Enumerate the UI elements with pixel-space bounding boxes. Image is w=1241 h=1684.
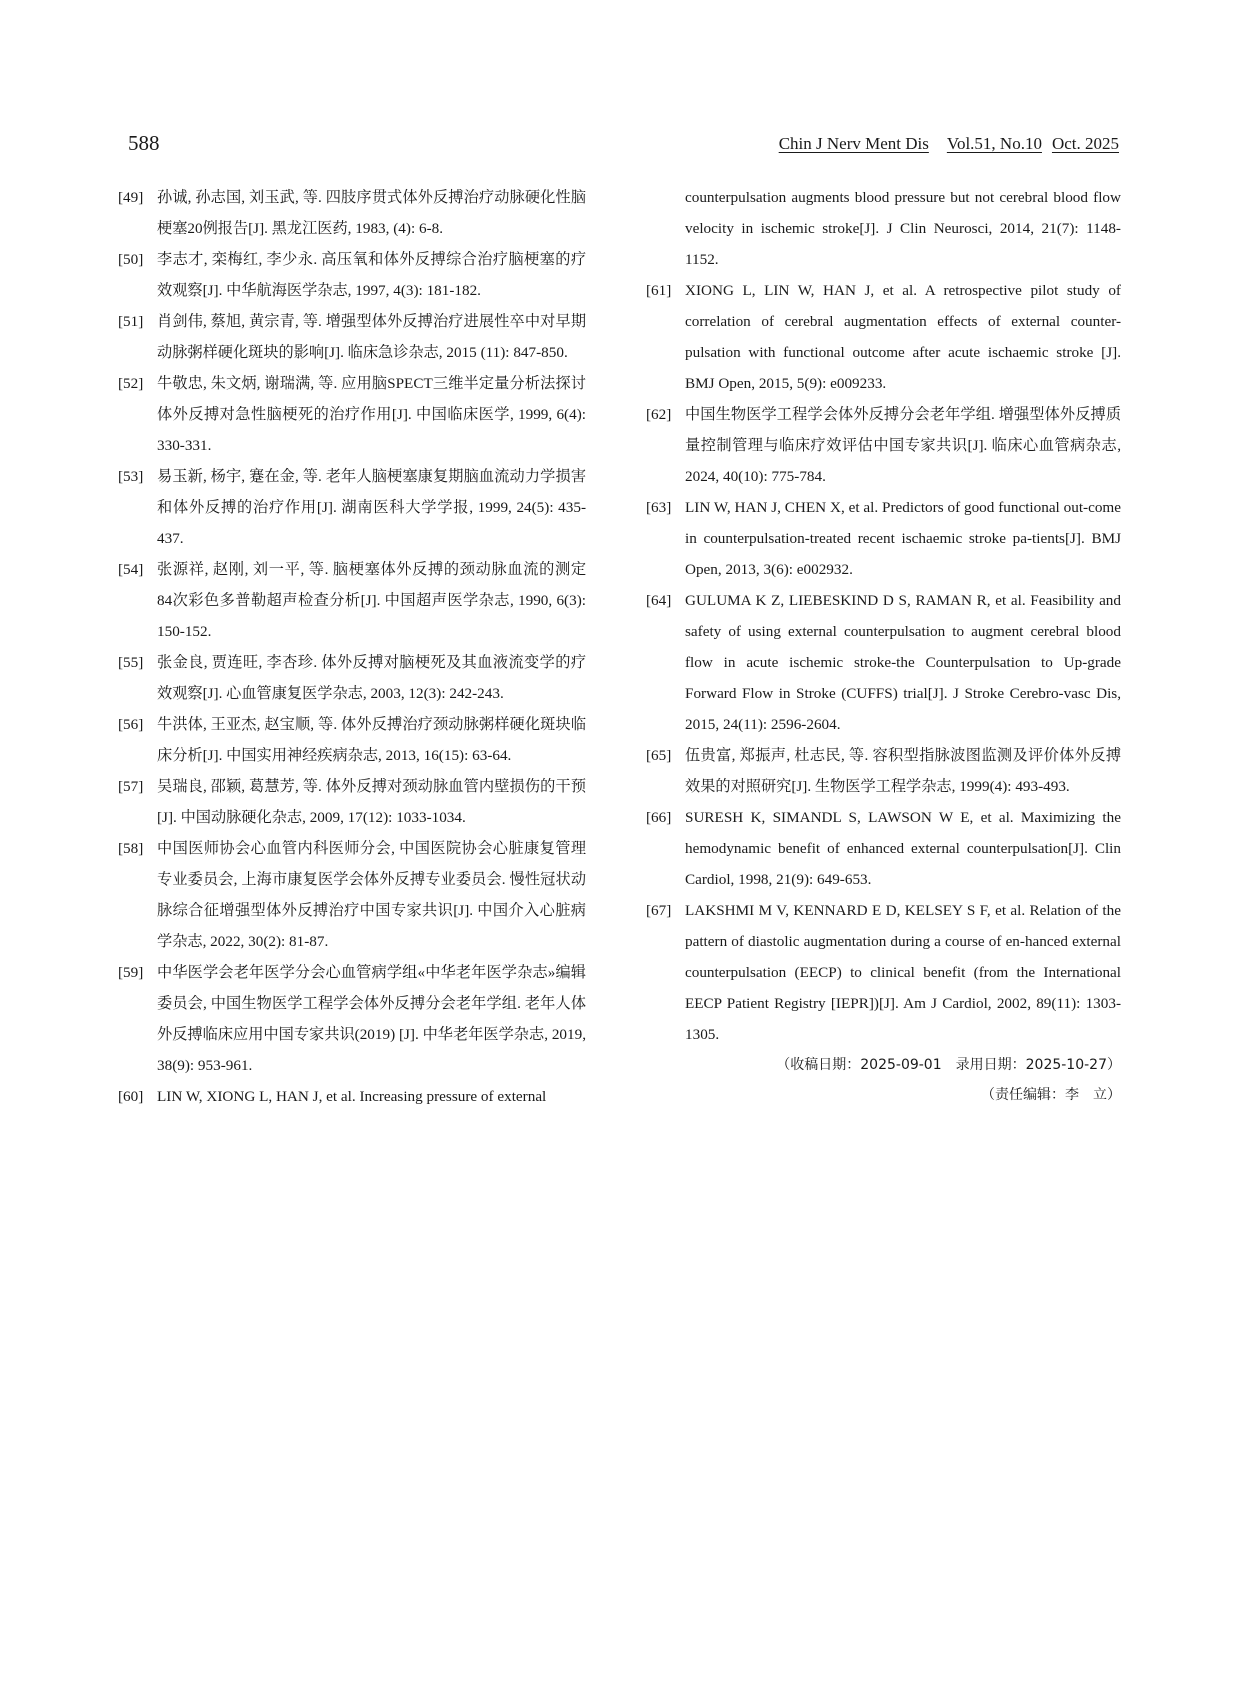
reference-number: [60] xyxy=(118,1088,144,1105)
reference-text: 伍贵富, 郑振声, 杜志民, 等. 容积型指脉波图监测及评价体外反搏效果的对照研究[J]. 生物医学工程学杂志, 1999(4): 493-493. xyxy=(685,747,1121,795)
reference-continuation: counterpulsation augments blood pressure but not cerebral blood flow velocity in ischemic stroke[J]. J Clin Neurosci, 2014, 21(7): 1148-1152. xyxy=(685,189,1121,268)
reference-number: [65] xyxy=(646,747,672,764)
issue-date: Oct. 2025 xyxy=(1051,134,1119,153)
reference-text: GULUMA K Z, LIEBESKIND D S, RAMAN R, et al. Feasibility and safety of using external counterpulsation to augment cerebral blood flow in acute ischemic stroke-the Counterpulsation to Up-grade Forward Flow in Stroke (CUFFS) trial[J]. J Stroke Cerebro-vasc Dis, 2015, 24(11): 2596-2604. xyxy=(685,592,1121,733)
reference-text: LIN W, XIONG L, HAN J, et al. Increasing pressure of external xyxy=(157,1088,547,1105)
reference-item xyxy=(118,554,586,647)
reference-text: 肖剑伟, 蔡旭, 黄宗青, 等. 增强型体外反搏治疗进展性卒中对早期动脉粥样硬化斑块的影响[J]. 临床急诊杂志, 2015 (11): 847-850. xyxy=(157,313,586,361)
journal-name: Chin J Nerv Ment Dis xyxy=(778,134,929,153)
reference-text: 张金良, 贾连旺, 李杏珍. 体外反搏对脑梗死及其血液流变学的疗效观察[J]. 心血管康复医学杂志, 2003, 12(3): 242-243. xyxy=(157,654,586,702)
reference-text: SURESH K, SIMANDL S, LAWSON W E, et al. Maximizing the hemodynamic benefit of enhanced external counterpulsation[J]. Clin Cardiol, 1998, 21(9): 649-653. xyxy=(685,809,1121,888)
reference-item xyxy=(118,306,586,368)
reference-item xyxy=(118,461,586,554)
reference-item xyxy=(118,833,586,957)
reference-item xyxy=(118,771,586,833)
reference-text: 中华医学会老年医学分会心血管病学组«中华老年医学杂志»编辑委员会, 中国生物医学工程学会体外反搏分会老年学组. 老年人体外反搏临床应用中国专家共识(2019) [J]. 中华老年医学杂志, 2019, 38(9): 953-961. xyxy=(157,964,586,1074)
reference-number: [66] xyxy=(646,809,672,826)
responsible-editor: （责任编辑：李 立） xyxy=(981,1087,1121,1103)
reference-number: [67] xyxy=(646,902,672,919)
reference-item xyxy=(118,244,586,306)
reference-item xyxy=(646,275,1121,399)
running-header xyxy=(779,134,1119,154)
reference-text: 吴瑞良, 邵颖, 葛慧芳, 等. 体外反搏对颈动脉血管内壁损伤的干预[J]. 中国动脉硬化杂志, 2009, 17(12): 1033-1034. xyxy=(157,778,586,826)
reference-text: 中国生物医学工程学会体外反搏分会老年学组. 增强型体外反搏质量控制管理与临床疗效评估中国专家共识[J]. 临床心血管病杂志, 2024, 40(10): 775-784. xyxy=(685,406,1121,485)
reference-text: 牛敬忠, 朱文炳, 谢瑞满, 等. 应用脑SPECT三维半定量分析法探讨体外反搏对急性脑梗死的治疗作用[J]. 中国临床医学, 1999, 6(4): 330-331. xyxy=(157,375,586,454)
reference-item xyxy=(118,368,586,461)
reference-number: [52] xyxy=(118,375,144,392)
reference-text: LIN W, HAN J, CHEN X, et al. Predictors of good functional out-come in counterpulsation-treated recent ischaemic stroke pa-tients[J]. BMJ Open, 2013, 3(6): e002932. xyxy=(685,499,1121,578)
page-number: 588 xyxy=(128,131,160,155)
reference-text: 李志才, 栾梅红, 李少永. 高压氧和体外反搏综合治疗脑梗塞的疗效观察[J]. 中华航海医学杂志, 1997, 4(3): 181-182. xyxy=(157,251,586,299)
reference-item xyxy=(118,1081,586,1112)
reference-item xyxy=(646,399,1121,492)
reference-item xyxy=(646,802,1121,895)
reference-number: [54] xyxy=(118,561,144,578)
reference-item xyxy=(118,709,586,771)
reference-text: 易玉新, 杨宇, 蹇在金, 等. 老年人脑梗塞康复期脑血流动力学损害和体外反搏的治疗作用[J]. 湖南医科大学学报, 1999, 24(5): 435-437. xyxy=(157,468,586,547)
reference-number: [56] xyxy=(118,716,144,733)
reference-item xyxy=(646,740,1121,802)
reference-number: [57] xyxy=(118,778,144,795)
reference-item xyxy=(646,585,1121,740)
reference-item xyxy=(646,492,1121,585)
volume-issue: Vol.51, No.10 xyxy=(946,134,1042,153)
reference-item xyxy=(118,182,586,244)
reference-text: 中国医师协会心血管内科医师分会, 中国医院协会心脏康复管理专业委员会, 上海市康复医学会体外反搏专业委员会. 慢性冠状动脉综合征增强型体外反搏治疗中国专家共识[J]. 中国介入心脏病学杂志, 2022, 30(2): 81-87. xyxy=(157,840,586,950)
reference-text: 张源祥, 赵刚, 刘一平, 等. 脑梗塞体外反搏的颈动脉血流的测定 84次彩色多普勒超声检查分析[J]. 中国超声医学杂志, 1990, 6(3): 150-152. xyxy=(157,561,586,640)
reference-item xyxy=(118,647,586,709)
reference-text: 牛洪体, 王亚杰, 赵宝顺, 等. 体外反搏治疗颈动脉粥样硬化斑块临床分析[J]. 中国实用神经疾病杂志, 2013, 16(15): 63-64. xyxy=(157,716,586,764)
reference-number: [64] xyxy=(646,592,672,609)
reference-number: [59] xyxy=(118,964,144,981)
reference-number: [62] xyxy=(646,406,672,423)
reference-column-left xyxy=(118,182,586,1112)
reference-number: [51] xyxy=(118,313,144,330)
reference-number: [61] xyxy=(646,282,672,299)
reference-text: XIONG L, LIN W, HAN J, et al. A retrospective pilot study of correlation of cerebral augmentation effects of external counter-pulsation with functional outcome after acute ischaemic stroke [J]. BMJ Open, 2015, 5(9): e009233. xyxy=(685,282,1121,392)
reference-item xyxy=(118,957,586,1081)
reference-text: LAKSHMI M V, KENNARD E D, KELSEY S F, et al. Relation of the pattern of diastolic augmentation during a course of en-hanced external counterpulsation (EECP) to clinical benefit (from the International EECP Patient Registry [IEPR])[J]. Am J Cardiol, 2002, 89(11): 1303-1305. xyxy=(685,902,1121,1043)
reference-item xyxy=(646,895,1121,1050)
reference-column-right xyxy=(646,182,1121,1110)
reference-number: [50] xyxy=(118,251,144,268)
reference-text: 孙诚, 孙志国, 刘玉武, 等. 四肢序贯式体外反搏治疗动脉硬化性脑梗塞20例报告[J]. 黑龙江医药, 1983, (4): 6-8. xyxy=(157,189,586,237)
reference-number: [53] xyxy=(118,468,144,485)
reference-number: [55] xyxy=(118,654,144,671)
reference-number: [63] xyxy=(646,499,672,516)
reference-number: [58] xyxy=(118,840,144,857)
reference-number: [49] xyxy=(118,189,144,206)
received-accepted-dates: （收稿日期：2025-09-01 录用日期：2025-10-27） xyxy=(776,1057,1121,1073)
